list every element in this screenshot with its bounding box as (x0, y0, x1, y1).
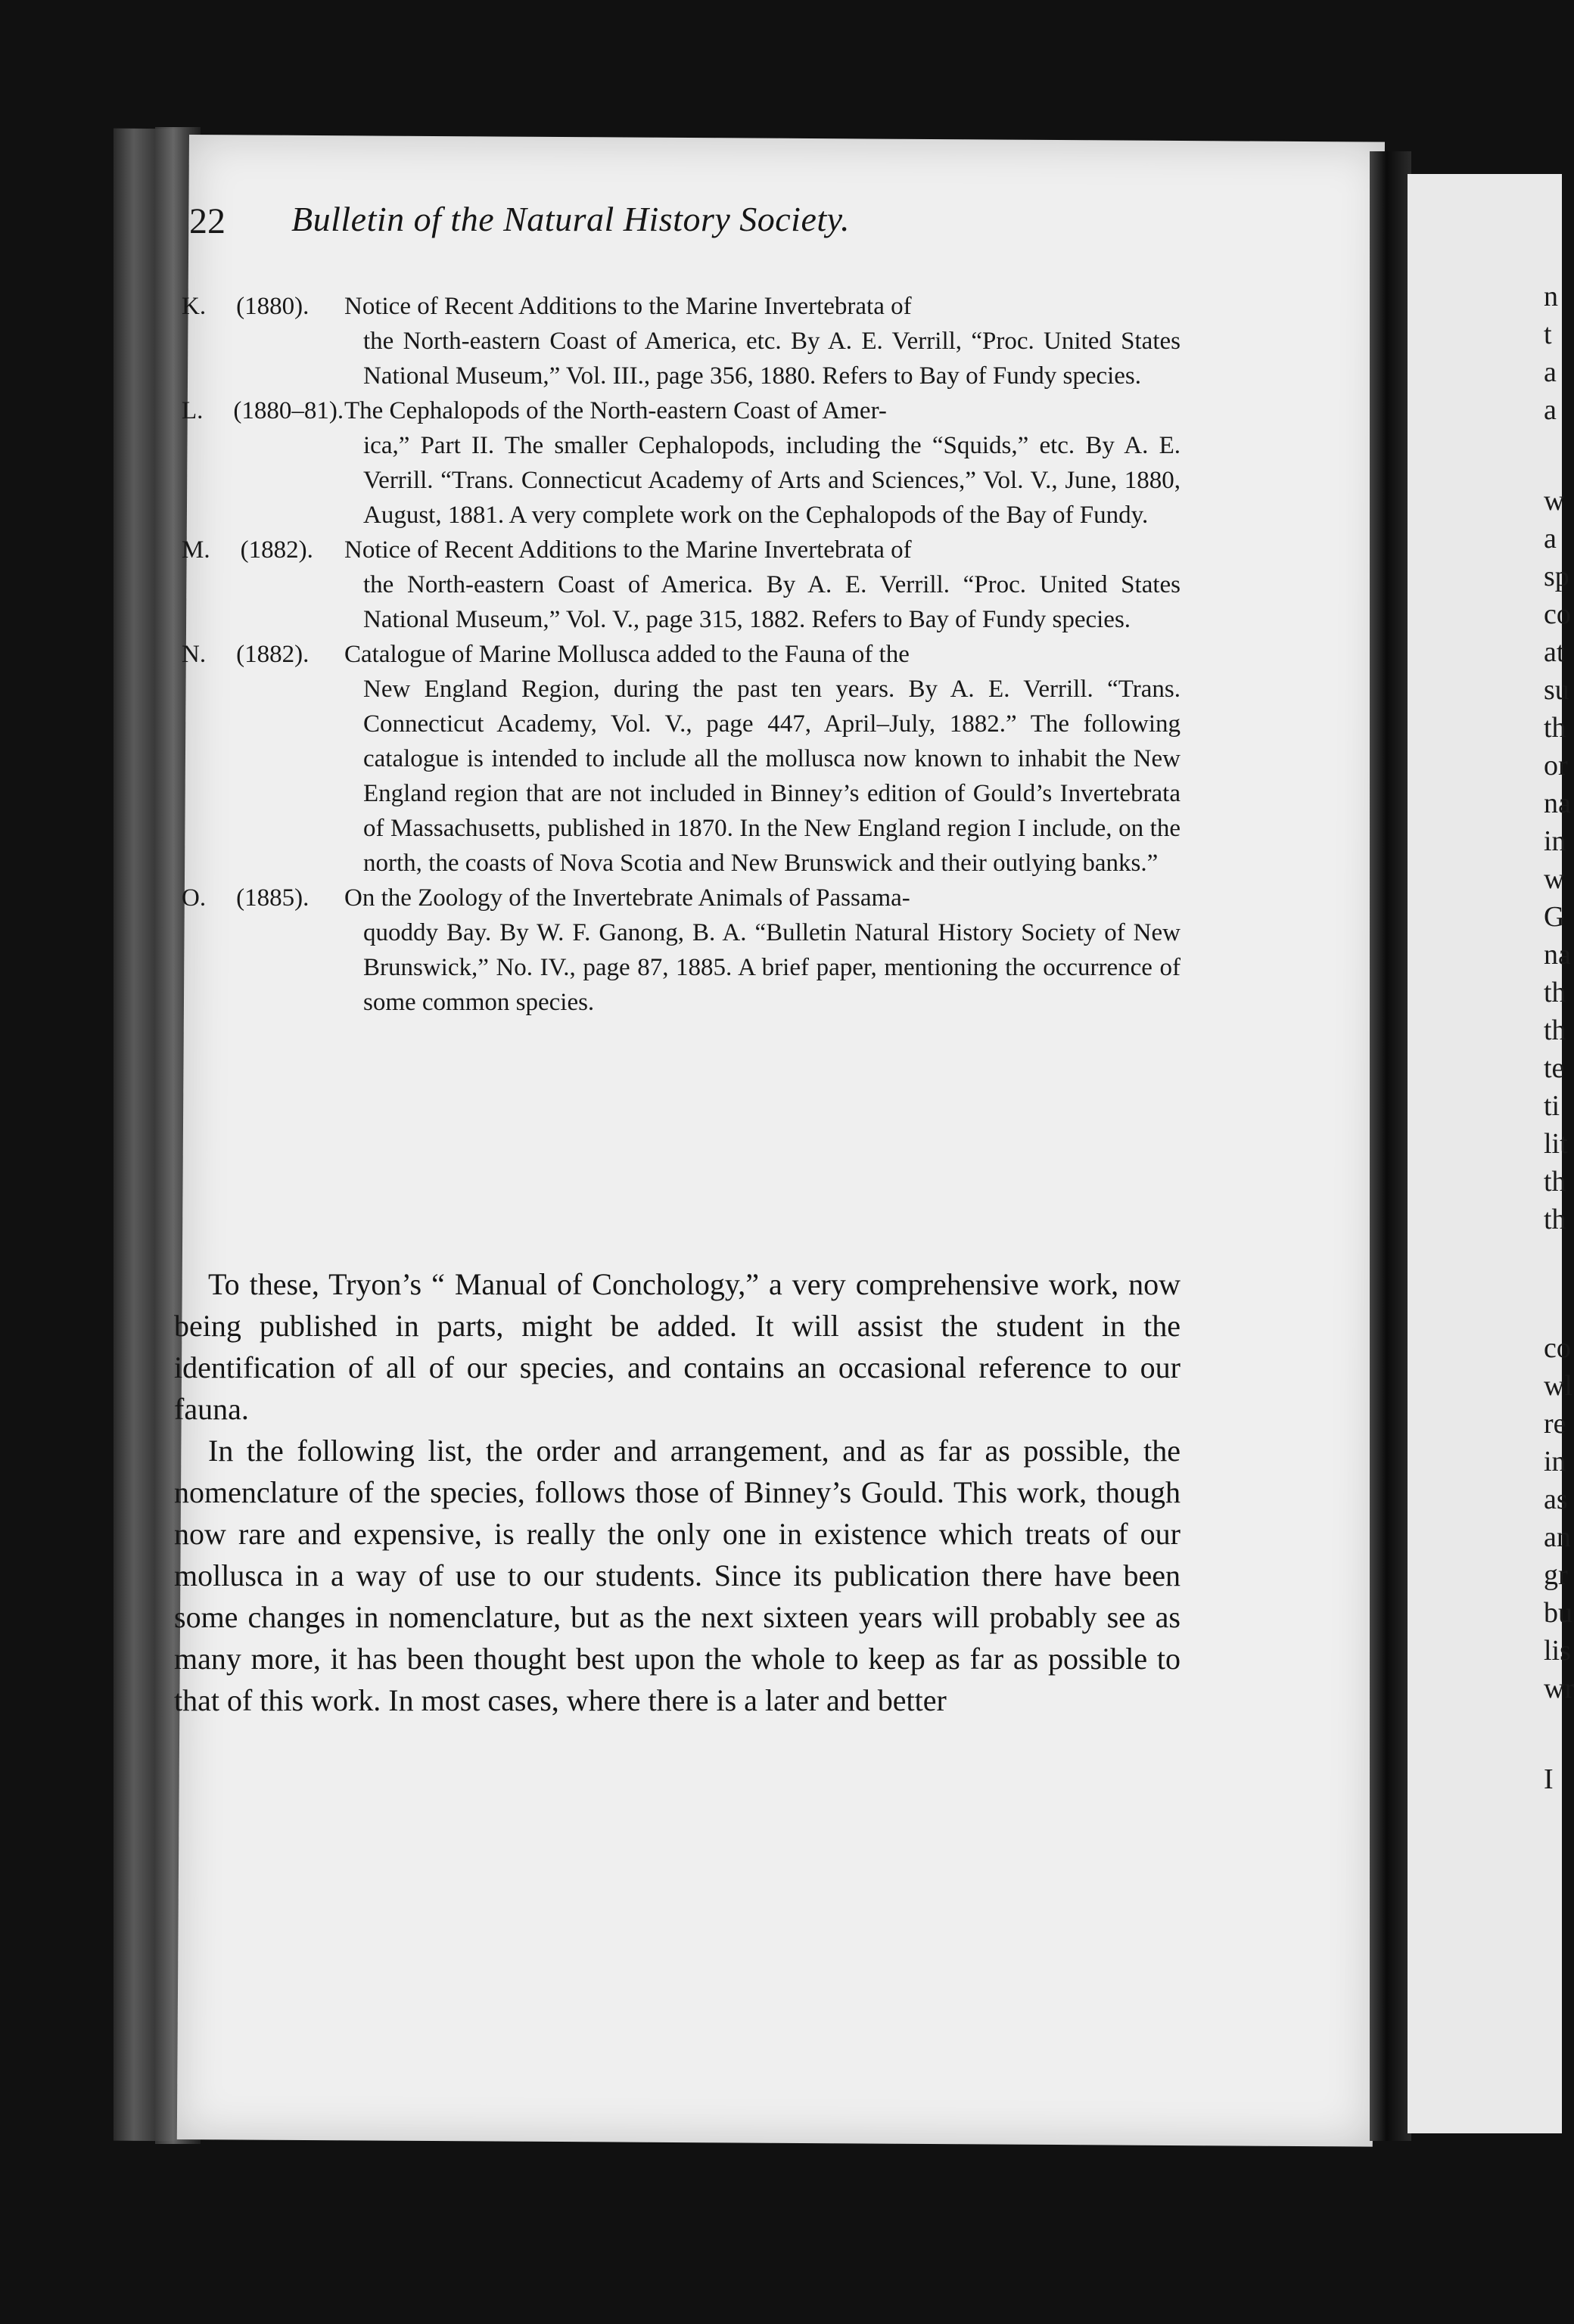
facing-page-fragment: an (1544, 1521, 1571, 1553)
reference-year: (1882). (240, 536, 313, 564)
reference-first-line: Catalogue of Marine Mollusca added to the Fauna of the (344, 641, 910, 668)
reference-first-line: The Cephalopods of the North-eastern Coast of Amer- (344, 397, 887, 424)
body-text (174, 1263, 1180, 1721)
facing-page-fragment: lis (1544, 1635, 1571, 1667)
reference-label: N. (182, 641, 207, 668)
facing-page-fragment: w (1544, 485, 1565, 517)
facing-page-fragment: th (1544, 1166, 1566, 1198)
reference-year: (1885). (236, 884, 310, 912)
facing-page-fragment: at (1544, 636, 1565, 668)
paragraph: In the following list, the order and arrangement, and as far as possible, the nomenclature of the species, follows those of Binney’s Gould. This work, though now rare and expensive, is really the only one in existence which treats of our mollusca in a way of use to our students. Since its publication there have been some changes in nomenclature, but as the next sixteen years will probably see as many more, it has been thought best upon the whole to keep as far as possible to that of this work. In most cases, where there is a later and better (174, 1434, 1180, 1717)
paragraph: To these, Tryon’s “ Manual of Conchology,” a very comprehensive work, now being published in parts, might be added. It will assist the student in the identification of all of our species, and contains an occasional reference to our fauna. (174, 1267, 1180, 1426)
reference-entry (182, 637, 1180, 881)
facing-page-fragment: wr (1544, 1673, 1574, 1704)
reference-first-line: Notice of Recent Additions to the Marine Invertebrata of (344, 293, 912, 320)
facing-page-fragment: I (1544, 1763, 1554, 1795)
facing-page-fragment: a (1544, 523, 1557, 555)
reference-text: the North-eastern Coast of America. By A. E. Verrill. “Proc. United States National Museum,” Vol. V., page 315, 1882. Refers to Bay of Fundy species. (363, 571, 1180, 633)
reference-key (182, 881, 309, 915)
book-gutter (1370, 151, 1411, 2141)
reference-year: (1880). (236, 293, 310, 320)
reference-label: K. (182, 293, 207, 320)
facing-page-fragment: sp (1544, 561, 1569, 592)
facing-page-fragment: gr (1544, 1559, 1568, 1591)
facing-page-fragment: G (1544, 901, 1565, 933)
facing-page-fragment: ti (1544, 1090, 1560, 1122)
facing-page-fragment: th (1544, 1014, 1566, 1046)
facing-page-fragment: th (1544, 1204, 1566, 1235)
reference-label: L. (182, 397, 204, 424)
facing-page-fragment: wl (1544, 1370, 1572, 1402)
facing-page-fragment: na (1544, 788, 1571, 819)
facing-page-fragment: w (1544, 863, 1565, 895)
facing-page-fragment: re (1544, 1408, 1566, 1440)
reference-entry (182, 881, 1180, 1020)
facing-page-fragment: in (1544, 825, 1566, 857)
reference-key (182, 637, 309, 672)
facing-page-fragment: n (1544, 281, 1558, 312)
facing-page-fragment: t (1544, 318, 1552, 350)
facing-page-fragment: co (1544, 1332, 1571, 1364)
facing-page-fragment: th (1544, 712, 1566, 744)
reference-text: New England Region, during the past ten years. By A. E. Verrill. “Trans. Connecticut Academy, Vol. V., page 447, April–July, 1882.” The following catalogue is intended to include all the mollusca now known to inhabit the New England region that are not included in Binney’s edition of Gould’s Invertebrata of Massachusetts, published in 1870. In the New England region I include, on the north, the coasts of Nova Scotia and New Brunswick and their outlying banks.” (363, 676, 1180, 877)
facing-page-fragment: su (1544, 674, 1569, 706)
page-number: 22 (189, 201, 226, 241)
facing-page-fragment: a (1544, 356, 1557, 388)
reference-year: (1880–81). (233, 397, 344, 424)
facing-page-fragment: a (1544, 394, 1557, 426)
reference-entry (182, 393, 1180, 533)
facing-page-fragment: na (1544, 939, 1571, 971)
reference-entry (182, 533, 1180, 637)
reference-label: M. (182, 536, 210, 564)
facing-page-fragment: te (1544, 1052, 1565, 1084)
facing-page-fragment: or (1544, 750, 1568, 781)
page-header (189, 200, 1188, 253)
facing-page-fragment: co (1544, 598, 1571, 630)
reference-entry (182, 289, 1180, 393)
reference-list (182, 289, 1180, 1020)
facing-page-fragment: bu (1544, 1597, 1572, 1629)
reference-year: (1882). (236, 641, 310, 668)
facing-page-fragment: lit (1544, 1128, 1568, 1160)
reference-key (182, 533, 313, 567)
reference-key (182, 393, 344, 428)
facing-page (1408, 174, 1574, 2133)
facing-page-fragment: as (1544, 1484, 1568, 1515)
reference-key (182, 289, 309, 324)
running-title: Bulletin of the Natural History Society. (291, 200, 851, 238)
facing-page-fragment: in (1544, 1446, 1566, 1477)
reference-text: ica,” Part II. The smaller Cephalopods, including the “Squids,” etc. By A. E. Verrill. “Trans. Connecticut Academy of Arts and Sciences,” Vol. V., June, 1880, August, 1881. A very complete work on the Cephalopods of the Bay of Fundy. (363, 432, 1180, 529)
reference-first-line: Notice of Recent Additions to the Marine Invertebrata of (344, 536, 912, 564)
reference-text: the North-eastern Coast of America, etc. By A. E. Verrill, “Proc. United States National Museum,” Vol. III., page 356, 1880. Refers to Bay of Fundy species. (363, 328, 1180, 390)
reference-label: O. (182, 884, 207, 912)
reference-first-line: On the Zoology of the Invertebrate Animals of Passama- (344, 884, 910, 912)
reference-text: quoddy Bay. By W. F. Ganong, B. A. “Bulletin Natural History Society of New Brunswick,” No. IV., page 87, 1885. A brief paper, mentioning the occurrence of some common species. (363, 919, 1180, 1016)
facing-page-fragment: th (1544, 977, 1566, 1008)
